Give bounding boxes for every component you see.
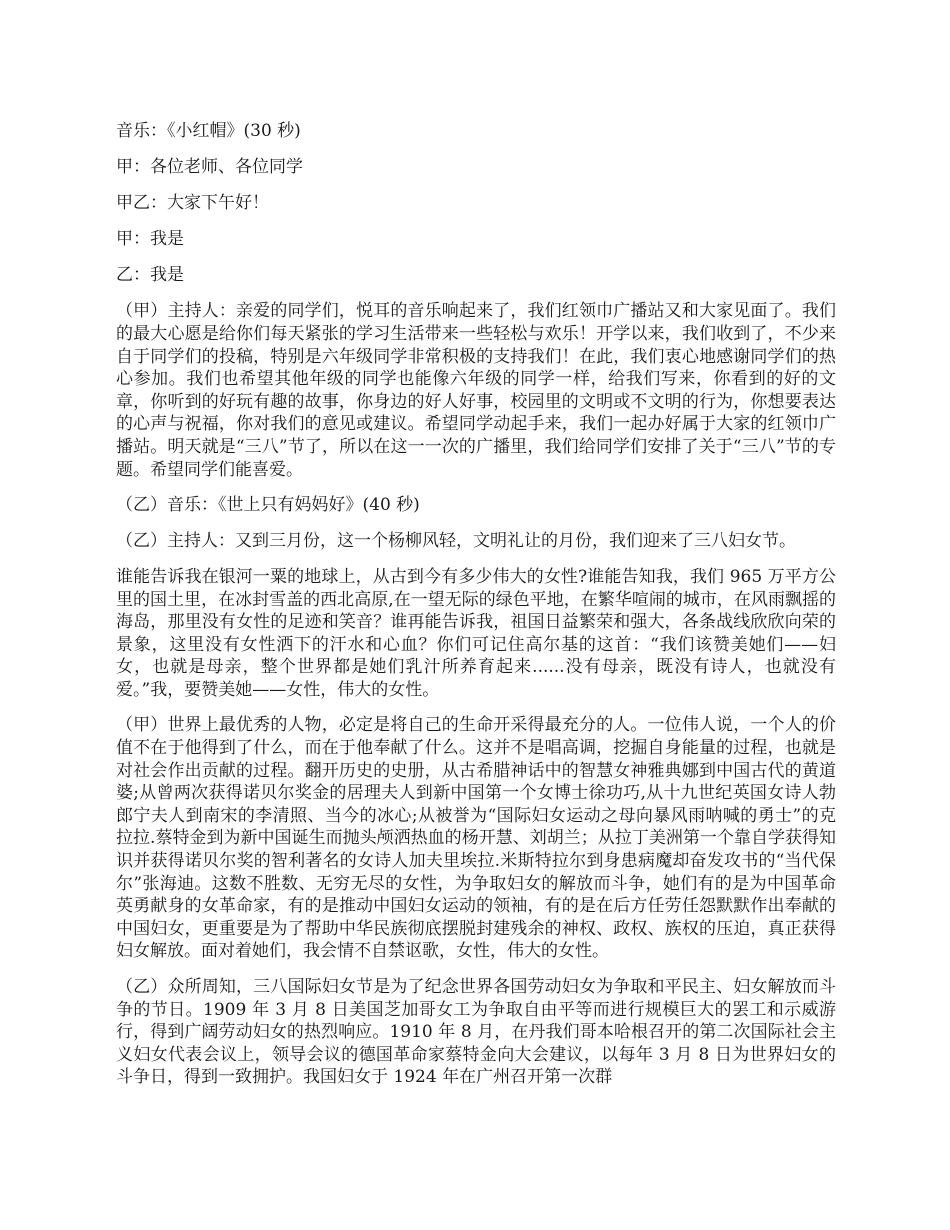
paragraph-host-a-great-women: （甲）世界上最优秀的人物，必定是将自己的生命开采得最充分的人。一位伟人说，一个人的价值不在于他得到了什么，而在于他奉献了什么。这并不是唱高调，挖掘自身能量的过程，也就是对社会作出贡献的过程。翻开历史的史册，从古希腊神话中的智慧女神雅典娜到中国古代的黄道婆;从曾两次获得诺贝尔奖金的居理夫人到新中国第一个女博士徐功巧,从十九世纪英国女诗人勃郎宁夫人到南宋的李清照、当今的冰心;从被誉为“国际妇女运动之母向暴风雨呐喊的勇士”的克拉拉.蔡特金到为新中国诞生而抛头颅洒热血的杨开慧、刘胡兰；从拉丁美洲第一个靠自学获得知识并获得诺贝尔奖的智利著名的女诗人加夫里埃拉.米斯特拉尔到身患病魔却奋发攻书的“当代保尔”张海迪。这数不胜数、无穷无尽的女性，为争取妇女的解放而斗争，她们有的是为中国革命英勇献身的女革命家，有的是推动中国妇女运动的领袖，有的是在后方任劳任怨默默作出奉献的中国妇女，更重要是为了帮助中华民族彻底摆脱封建残余的神权、政权、族权的压迫，真正获得妇女解放。面对着她们，我会情不自禁讴歌，女性，伟大的女性。 — [116, 715, 836, 962]
paragraph-music-intro: 音乐：《小红帽》(30 秒) — [116, 121, 301, 141]
paragraph-host-b-name: 乙：我是 — [116, 265, 184, 286]
paragraph-host-b-march: （乙）主持人：又到三月份，这一个杨柳风轻，文明礼让的月份，我们迎来了三八妇女节。 — [116, 531, 796, 552]
paragraph-who-can-tell: 谁能告诉我在银河一粟的地球上，从古到今有多少伟大的女性?谁能告知我，我们 965 万平方公里的国土里，在冰封雪盖的西北高原,在一望无际的绿色平地，在繁华喧闹的城市，在风雨飘摇的海岛，那里没有女性的足迹和笑音？谁再能告诉我，祖国日益繁荣和强大，各条战线欣欣向荣的景象，这里没有女性洒下的汗水和心血？你们可记住高尔基的这首：“我们该赞美她们——妇女，也就是母亲，整个世界都是她们乳汁所养育起来......没有母亲，既没有诗人，也就没有爱。”我，要赞美她——女性，伟大的女性。 — [116, 566, 836, 700]
paragraph-host-a-name: 甲：我是 — [116, 229, 184, 250]
paragraph-host-b-history: （乙）众所周知，三八国际妇女节是为了纪念世界各国劳动妇女为争取和平民主、妇女解放而斗争的节日。1909 年 3 月 8 日美国芝加哥女工为争取自由平等而进行规模巨大的罢工和示威游行，得到广阔劳动妇女的热烈响应。1910 年 8 月，在丹我们哥本哈根召开的第二次国际社会主义妇女代表会议上，领导会议的德国革命家蔡特金向大会建议，以每年 3 月 8 日为世界妇女的斗争日，得到一致拥护。我国妇女于 1924 年在广州召开第一次群 — [116, 977, 836, 1088]
paragraph-greeting-all: 甲乙：大家下午好！ — [116, 193, 269, 214]
paragraph-greeting-teachers: 甲：各位老师、各位同学 — [116, 157, 303, 178]
paragraph-host-a-opening: （甲）主持人：亲爱的同学们，悦耳的音乐响起来了，我们红领巾广播站又和大家见面了。我们的最大心愿是给你们每天紧张的学习生活带来一些轻松与欢乐！开学以来，我们收到了，不少来自于同学们的投稿，特别是六年级同学非常积极的支持我们！在此，我们衷心地感谢同学们的热心参加。我们也希望其他年级的同学也能像六年级的同学一样，给我们写来，你看到的好的文章，你听到的好玩有趣的故事，你身边的好人好事，校园里的文明或不文明的行为，你想要表达的心声与祝福，你对我们的意见或建议。希望同学动起手来，我们一起办好属于大家的红领巾广播站。明天就是“三八”节了，所以在这一一次的广播里，我们给同学们安排了关于“三八”节的专题。希望同学们能喜爱。 — [116, 301, 836, 480]
document-body — [116, 120, 836, 1102]
paragraph-music-mother: （乙）音乐：《世上只有妈妈好》(40 秒) — [116, 495, 420, 516]
